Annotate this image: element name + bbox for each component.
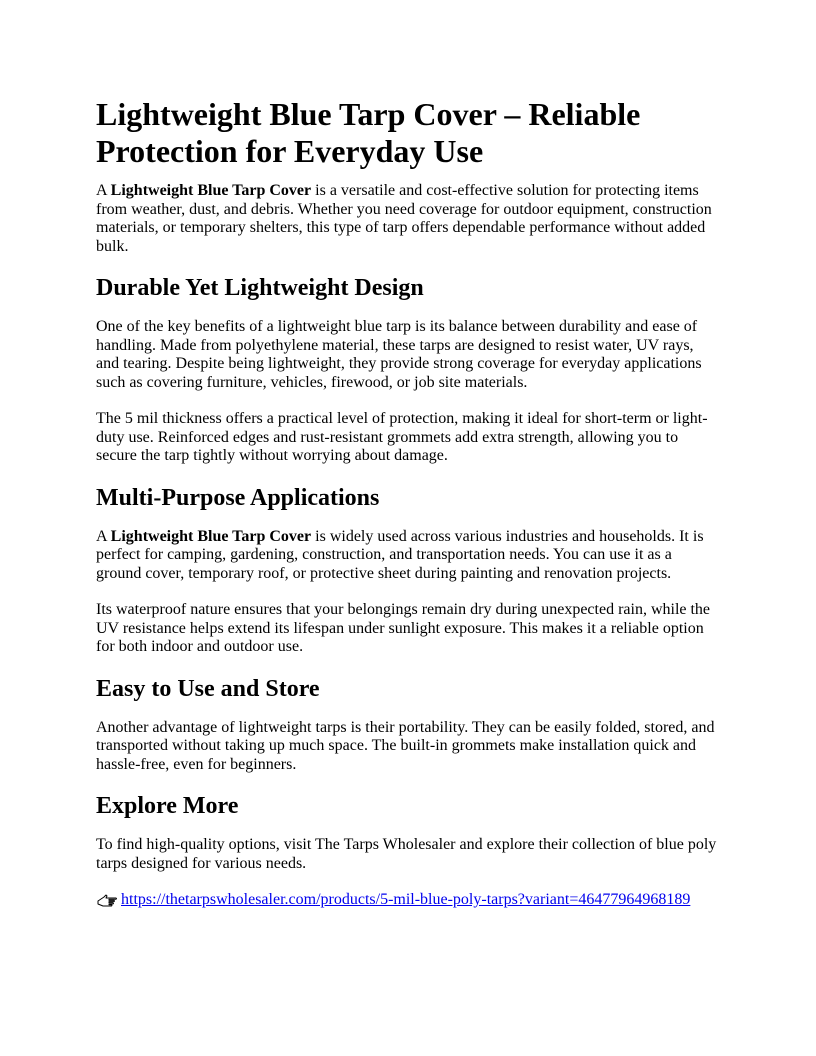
product-link-line xyxy=(96,891,720,910)
product-link[interactable]: https://thetarpswholesaler.com/products/5-mil-blue-poly-tarps?variant=46477964968189 xyxy=(121,891,691,908)
section-heading-easy-to-use: Easy to Use and Store xyxy=(96,675,320,702)
section-heading-explore-more: Explore More xyxy=(96,793,239,819)
section-heading-durable-design: Durable Yet Lightweight Design xyxy=(96,275,424,301)
section-explore-more xyxy=(96,792,720,873)
paragraph-durable-1: One of the key benefits of a lightweight blue tarp is its balance between durability and ease of handling. Made from polyethylene material, these tarps are designed to resist water, UV rays, and tearing. Despite being lightweight, they provide strong coverage for everyday applications such as covering furniture, vehicles, firewood, or job site materials. xyxy=(96,318,702,391)
intro-paragraph xyxy=(96,182,720,256)
section-multi-purpose xyxy=(96,484,720,657)
page-title: Lightweight Blue Tarp Cover – Reliable Protection for Everyday Use xyxy=(96,96,641,169)
paragraph-durable-2: The 5 mil thickness offers a practical level of protection, making it ideal for short-term or light-duty use. Reinforced edges and rust-resistant grommets add extra strength, allowing you to secure the tarp tightly without worrying about damage. xyxy=(96,410,708,464)
multi-purpose-suffix: is widely used across various industries and households. It is perfect for camping, gardening, construction, and transportation needs. You can use it as a ground cover, temporary roof, or protective sheet during painting and renovation projects. xyxy=(96,527,704,582)
intro-prefix: A xyxy=(96,182,111,199)
section-durable-design xyxy=(96,274,720,466)
multi-purpose-bold-term: Lightweight Blue Tarp Cover xyxy=(110,527,312,545)
paragraph-multi-purpose-1 xyxy=(96,528,720,584)
paragraph-explore-more: To find high-quality options, visit The Tarps Wholesaler and explore their collection of blue poly tarps designed for various needs. xyxy=(96,836,717,872)
paragraph-easy-to-use: Another advantage of lightweight tarps is their portability. They can be easily folded, stored, and transported without taking up much space. The built-in grommets make installation quick and hassle-free, even for beginners. xyxy=(96,718,715,773)
pointing-hand-icon xyxy=(96,892,118,908)
intro-suffix: is a versatile and cost-effective solution for protecting items from weather, dust, and debris. Whether you need coverage for outdoor equipment, construction materials, or temporary shelters, this type of tarp offers dependable performance without added bulk. xyxy=(96,182,712,255)
section-easy-to-use xyxy=(96,675,720,775)
section-heading-multi-purpose: Multi-Purpose Applications xyxy=(96,484,380,511)
intro-bold-term: Lightweight Blue Tarp Cover xyxy=(110,182,312,199)
paragraph-multi-purpose-2: Its waterproof nature ensures that your belongings remain dry during unexpected rain, while the UV resistance helps extend its lifespan under sunlight exposure. This makes it a reliable option for both indoor and outdoor use. xyxy=(96,601,711,655)
multi-purpose-prefix: A xyxy=(96,527,111,545)
